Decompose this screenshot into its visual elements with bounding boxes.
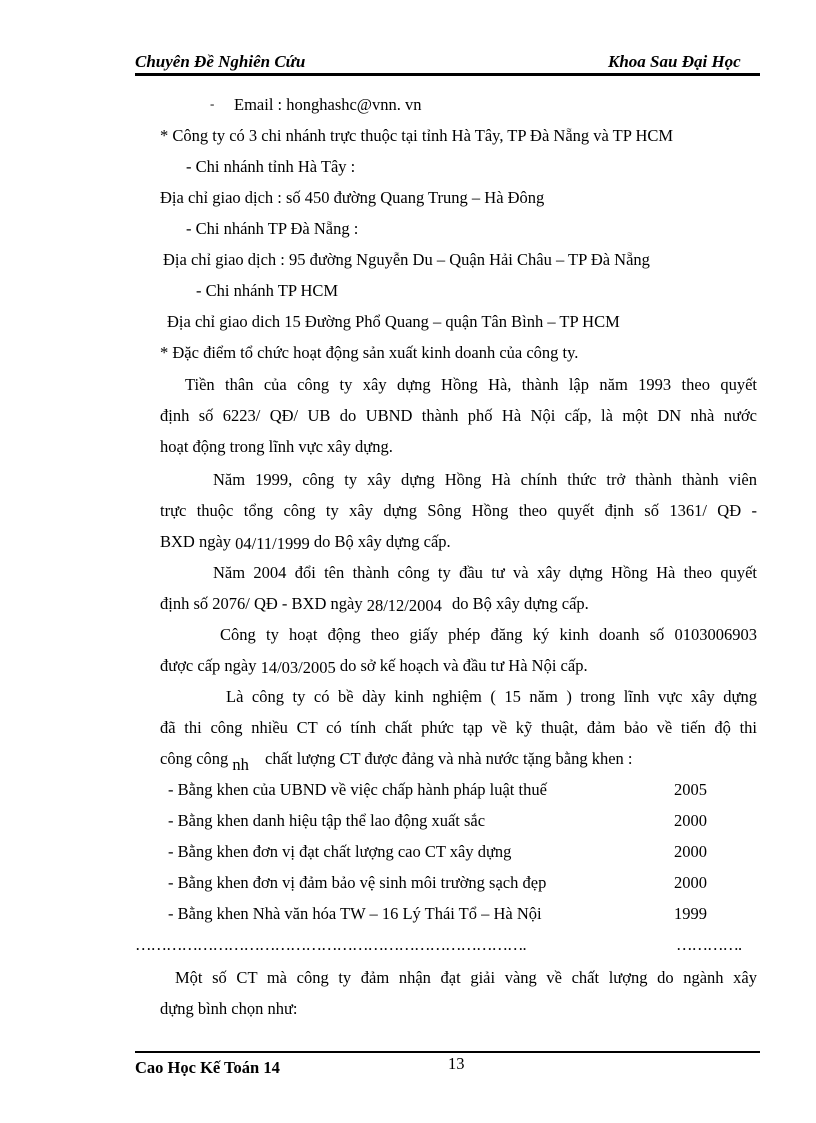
award-2-name: - Bằng khen danh hiệu tập thể lao động xuất sắc (168, 811, 486, 830)
award-1-name: - Bằng khen của UBND về việc chấp hành pháp luật thuế (168, 780, 547, 799)
dotted-leader-right: …………. (676, 935, 742, 954)
award-3-year: 2000 (674, 842, 707, 861)
paragraph-3-line-1: Năm 2004 đổi tên thành công ty đầu tư và xây dựng Hồng Hà theo quyết (213, 563, 757, 582)
paragraph-5-line-3 (160, 749, 633, 774)
award-5-name: - Bằng khen Nhà văn hóa TW – 16 Lý Thái Tổ – Hà Nội (168, 904, 542, 923)
page-number: 13 (448, 1054, 465, 1073)
paragraph-2-line-1: Năm 1999, công ty xây dựng Hồng Hà chính thức trở thành thành viên (213, 470, 757, 489)
paragraph-5-line-1: Là công ty có bề dày kinh nghiệm ( 15 năm ) trong lĩnh vực xây dựng (226, 687, 757, 706)
paragraph-4-issuer: do sở kế hoạch và đầu tư Hà Nội cấp. (339, 656, 588, 675)
paragraph-2-issuer: do Bộ xây dựng cấp. (313, 532, 451, 551)
paragraph-1-line-2: định số 6223/ QĐ/ UB do UBND thành phố Hà Nội cấp, là một DN nhà nước (160, 406, 757, 425)
branch3-address: Địa chỉ giao dich 15 Đường Phổ Quang – quận Tân Bình – TP HCM (167, 312, 620, 331)
paragraph-3-date: 28/12/2004 (366, 596, 442, 615)
header-right-title: Khoa Sau Đại Học (608, 52, 741, 71)
branch2-address: Địa chỉ giao dịch : 95 đường Nguyễn Du – Quận Hải Châu – TP Đà Nẵng (163, 250, 650, 269)
branches-intro: * Công ty có 3 chi nhánh trực thuộc tại tỉnh Hà Tây, TP Đà Nẵng và TP HCM (160, 126, 674, 145)
paragraph-3-line-2 (160, 596, 589, 613)
paragraph-5-subscript: nh (232, 755, 249, 774)
paragraph-2-line-2: trực thuộc tổng công ty xây dựng Sông Hồng theo quyết định số 1361/ QĐ - (160, 501, 757, 520)
paragraph-5-prefix: công công (160, 749, 229, 768)
footer-left-title: Cao Học Kế Toán 14 (135, 1058, 280, 1077)
award-5-year: 1999 (674, 904, 707, 923)
branch2-name: - Chi nhánh TP Đà Nẵng : (186, 219, 359, 238)
award-4-year: 2000 (674, 873, 707, 892)
footer-rule (135, 1051, 760, 1053)
paragraph-6-line-1: Một số CT mà công ty đảm nhận đạt giải vàng về chất lượng do ngành xây (175, 968, 757, 987)
award-2-year: 2000 (674, 811, 707, 830)
paragraph-3-issuer: do Bộ xây dựng cấp. (452, 594, 589, 613)
paragraph-5-suffix: chất lượng CT được đảng và nhà nước tặng bằng khen : (265, 749, 633, 768)
header-rule (135, 73, 760, 76)
paragraph-2-bxd-date-prefix: BXD ngày (160, 532, 232, 551)
branch3-name: - Chi nhánh TP HCM (196, 281, 339, 300)
paragraph-5-line-2: đã thi công nhiều CT có tính chất phức tạp về kỹ thuật, đảm bảo về tiến độ thi (160, 718, 757, 737)
paragraph-4-date: 14/03/2005 (260, 658, 336, 677)
paragraph-3-prefix: định số 2076/ QĐ - BXD ngày (160, 594, 363, 613)
paragraph-6-line-2: dựng bình chọn như: (160, 999, 298, 1018)
award-4-name: - Bằng khen đơn vị đảm bảo vệ sinh môi trường sạch đẹp (168, 873, 547, 892)
paragraph-2-line-3 (160, 534, 451, 551)
paragraph-4-line-2 (160, 658, 588, 675)
branch1-name: - Chi nhánh tỉnh Hà Tây : (186, 157, 356, 176)
email-line: Email : honghashc@vnn. vn (234, 95, 422, 114)
award-1-year: 2005 (674, 780, 707, 799)
features-heading: * Đặc điểm tổ chức hoạt động sản xuất kinh doanh của công ty. (160, 343, 579, 362)
paragraph-4-line-1: Công ty hoạt động theo giấy phép đăng ký kinh doanh số 0103006903 (220, 625, 757, 644)
award-3-name: - Bằng khen đơn vị đạt chất lượng cao CT xây dựng (168, 842, 512, 861)
paragraph-1-line-1: Tiền thân của công ty xây dựng Hồng Hà, thành lập năm 1993 theo quyết (185, 375, 757, 394)
branch1-address: Địa chỉ giao dịch : số 450 đường Quang Trung – Hà Đông (160, 188, 545, 207)
paragraph-4-prefix: được cấp ngày (160, 656, 257, 675)
paragraph-1-line-3: hoạt động trong lĩnh vực xây dựng. (160, 437, 393, 456)
dotted-leader-left: …………………………………………………………………. (135, 935, 526, 954)
email-bullet: - (210, 96, 215, 111)
header-left-title: Chuyên Đề Nghiên Cứu (135, 52, 306, 71)
paragraph-2-date: 04/11/1999 (235, 534, 310, 553)
